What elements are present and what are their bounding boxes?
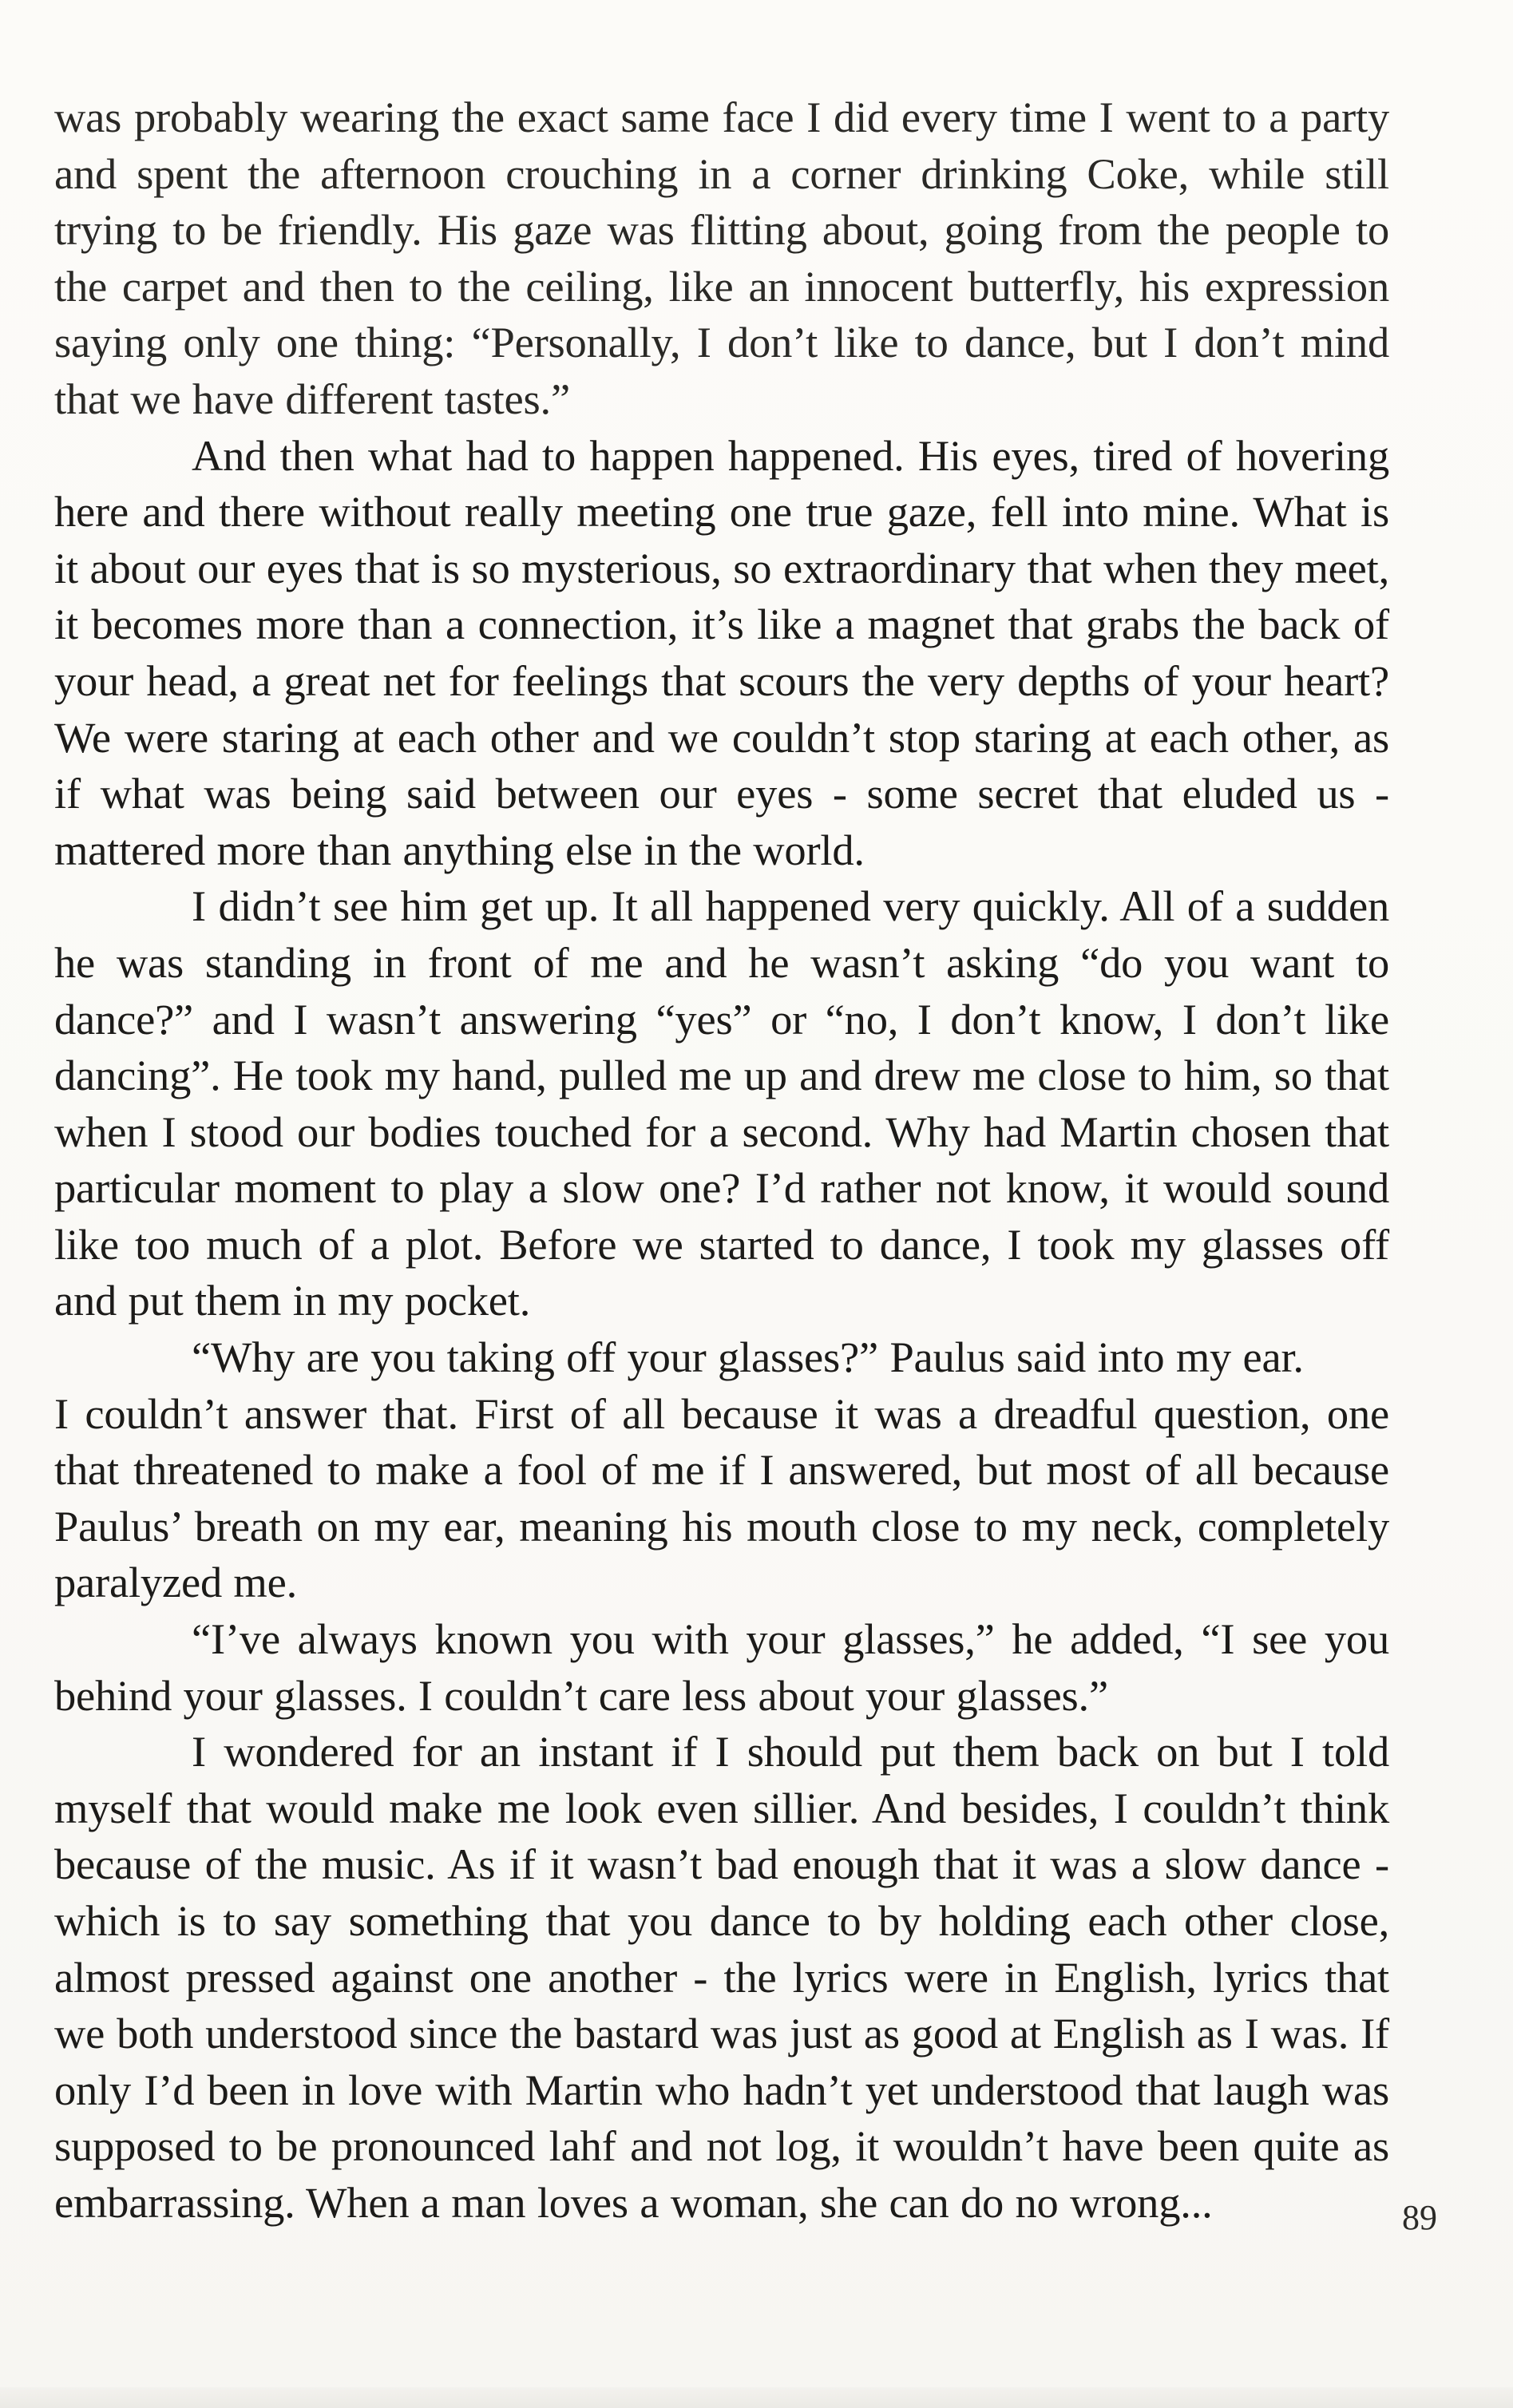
body-text bbox=[54, 89, 1389, 2232]
paragraph: I couldn’t answer that. First of all because it was a dreadful question, one that threatened to make a fool of me if I answered, but most of all because Paulus’ breath on my ear, meaning his mouth close to my neck, completely paralyzed me. bbox=[54, 1388, 1389, 1607]
paragraph: “I’ve always known you with your glasses,” he added, “I see you behind your glasses. I couldn’t care less about your glasses.” bbox=[54, 1614, 1389, 1720]
page-bottom-edge bbox=[0, 2387, 1513, 2408]
paragraph: I wondered for an instant if I should put them back on but I told myself that would make me look even sillier. And besides, I couldn’t think because of the music. As if it wasn’t bad enough that it was a slow dance - which is to say something that you dance to by holding each other close, almost pressed against one another - the lyrics were in English, lyrics that we both understood since the bastard was just as good at English as I was. If only I’d been in love with Martin who hadn’t yet understood that laugh was supposed to be pronounced lahf and not log, it wouldn’t have been quite as embarrassing. When a man loves a woman, she can do no wrong... bbox=[54, 1727, 1389, 2227]
paragraph: “Why are you taking off your glasses?” Paulus said into my ear. bbox=[192, 1333, 1304, 1382]
paragraph: was probably wearing the exact same face I did every time I went to a party and spent the afternoon crouching in a corner drinking Coke, while still trying to be friendly. His gaze was flitting about, going from the people to the carpet and then to the ceiling, like an innocent butterfly, his expression saying only one thing: “Personally, I don’t like to dance, but I don’t mind that we have different tastes.” bbox=[54, 93, 1389, 423]
paragraph: And then what had to happen happened. His eyes, tired of hovering here and there without really meeting one true gaze, fell into mine. What is it about our eyes that is so mysterious, so extraordinary that when they meet, it becomes more than a connection, it’s like a magnet that grabs the back of your head, a great net for feelings that scours the very depths of your heart? We were staring at each other and we couldn’t stop staring at each other, as if what was being said between our eyes - some secret that eluded us - mattered more than anything else in the world. bbox=[54, 430, 1389, 874]
page-number: 89 bbox=[1402, 2198, 1437, 2237]
paragraph: I didn’t see him get up. It all happened very quickly. All of a sudden he was standing in front of me and he wasn’t asking “do you want to dance?” and I wasn’t answering “yes” or “no, I don’t know, I don’t like dancing”. He took my hand, pulled me up and drew me close to him, so that when I stood our bodies touched for a second. Why had Martin chosen that particular moment to play a slow one? I’d rather not know, it would sound like too much of a plot. Before we started to dance, I took my glasses off and put them in my pocket. bbox=[54, 881, 1389, 1325]
